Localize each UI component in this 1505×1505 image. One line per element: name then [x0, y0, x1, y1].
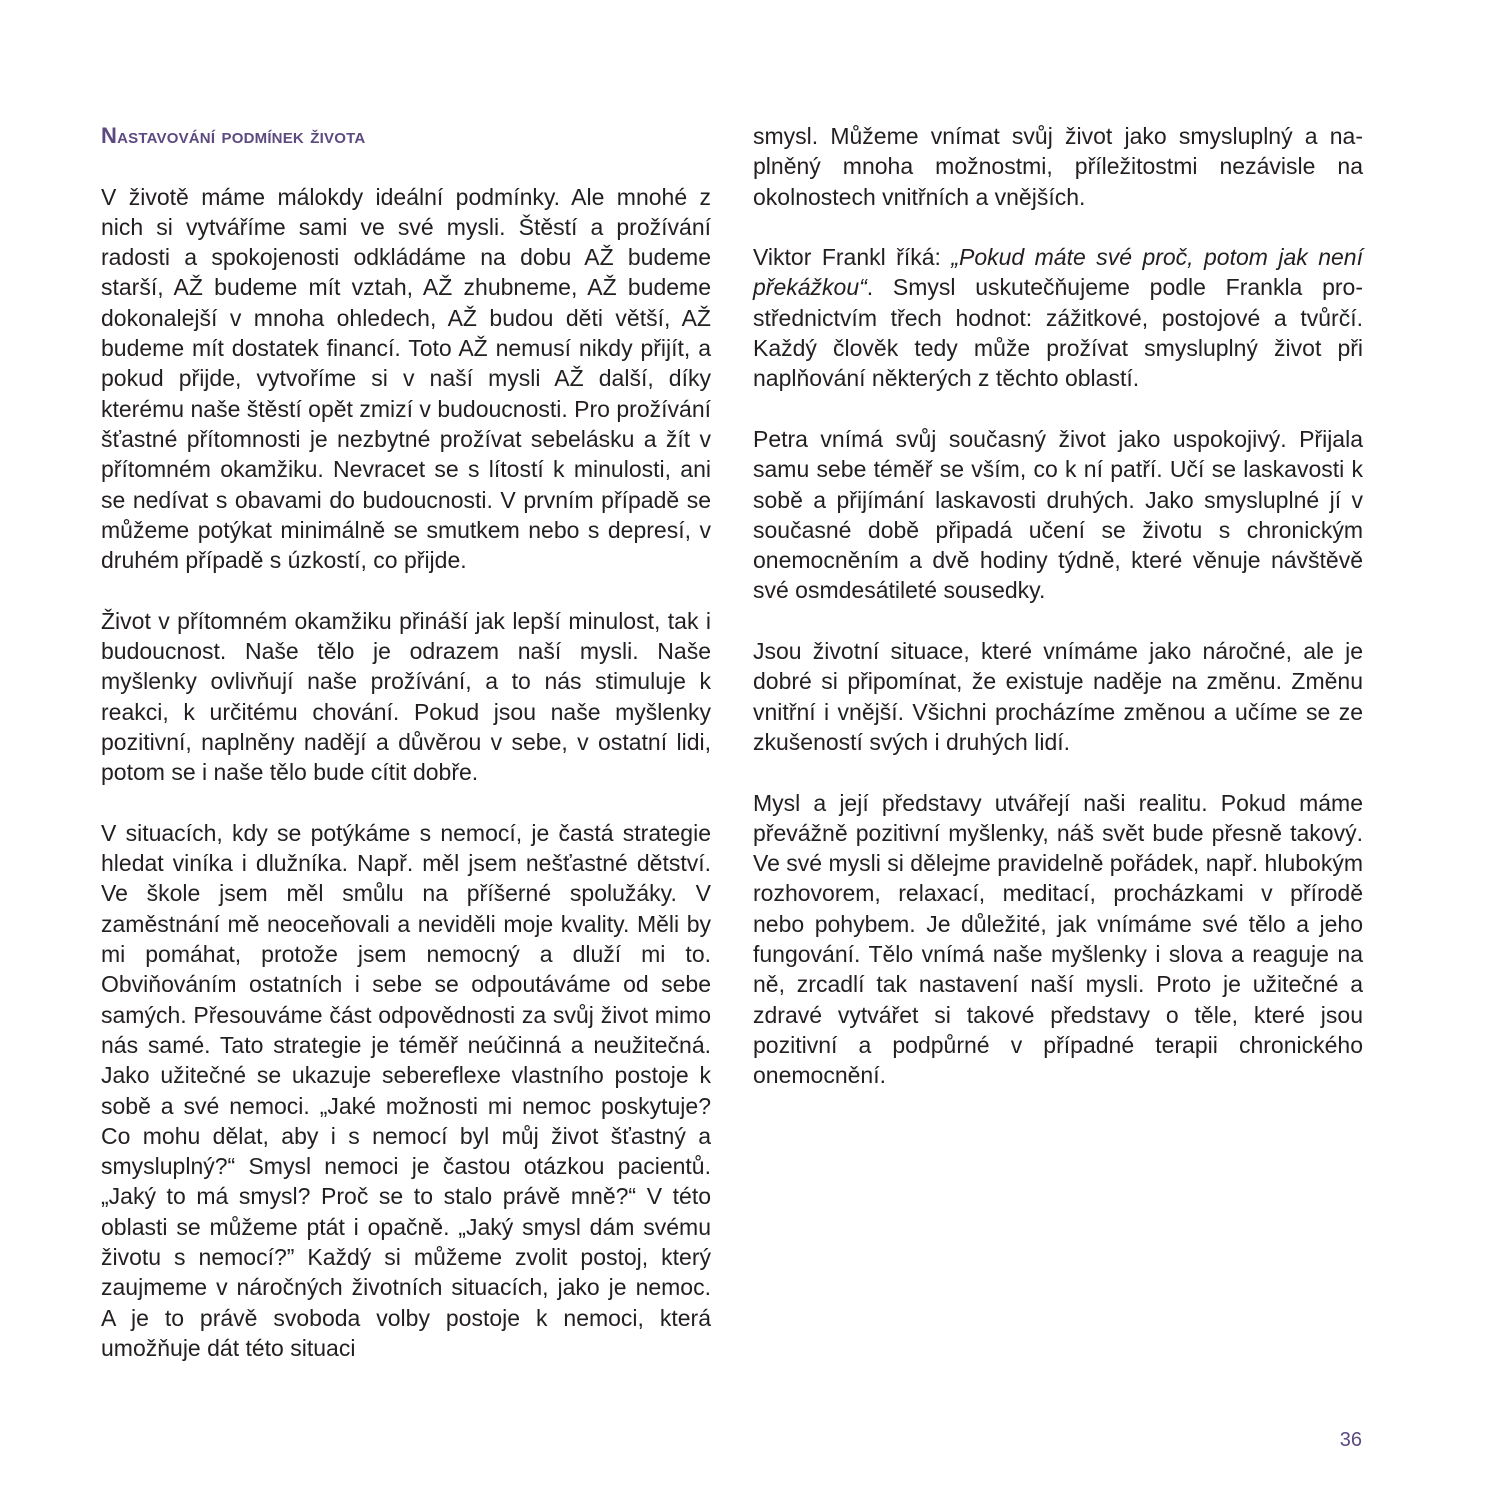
frankl-paragraph — [753, 242, 1363, 393]
page-number: 36 — [1339, 1429, 1362, 1451]
frankl-rest: . Smysl uskutečňujeme podle Frankla prostřednictvím třech hodnot: zážitkové, postojové a tvůrčí. Každý člověk tedy může prožívat smysluplný život při naplňování některých z těchto oblastí. — [753, 274, 1363, 392]
body-paragraph: V životě máme málokdy ideální podmínky. Ale mnohé z nich si vytváříme sami ve své mysli. Štěstí a prožívání radosti a spokojenosti odkládáme na dobu AŽ budeme starší, AŽ budeme mít vztah, AŽ zhubneme, AŽ budeme dokonalejší v mnoha ohledech, AŽ budou děti větší, AŽ budeme mít dostatek financí. Toto AŽ nemusí nikdy přijít, a pokud přijde, vytvoříme si v naší mysli AŽ další, díky kterému naše štěstí opět zmizí v budoucnosti. Pro prožívání šťastné přítomnosti je nezbytné prožívat sebelásku a žít v přítomném okamžiku. Nevracet se s lítostí k minulosti, ani se nedívat s obavami do budoucnosti. V prvním případě se můžeme potýkat minimálně se smutkem nebo s depresí, v druhém případě s úzkostí, co přijde. — [101, 183, 711, 574]
frankl-quote: „Pokud máte své proč, potom jak není překážkou“ — [753, 244, 1363, 301]
body-paragraph: Mysl a její představy utvářejí naši realitu. Pokud máme převážně pozitivní myšlenky, náš svět bude přesně takový. Ve své mysli si dělejme pravidelně pořádek, např. hlubokým rozhovorem, relaxací, meditací, procházkami v přírodě nebo pohybem. Je důležité, jak vnímáme své tělo a jeho fungování. Tělo vnímá naše myšlenky i slova a reaguje na ně, zrcadlí tak nastavení naší mysli. Proto je užitečné a zdravé vytvářet si takové představy o těle, které jsou pozitivní a podpůrné v případné terapii chronického onemocnění. — [753, 789, 1363, 1089]
right-column — [753, 121, 1363, 1091]
frankl-intro: Viktor Frankl říká: — [753, 244, 952, 271]
body-paragraph: Jsou životní situace, které vnímáme jako náročné, ale je dobré si připomínat, že existuje naděje na změnu. Změnu vnitřní i vnější. Všichni procházíme změnou a učíme se ze zkušeností svých i druhých lidí. — [753, 638, 1363, 755]
body-paragraph: Petra vnímá svůj současný život jako uspokojivý. Přijala samu sebe téměř se vším, co k ní patří. Učí se laskavosti k sobě a přijímání laskavosti druhých. Jako smysluplné jí v současné době připadá učení se životu s chronickým onemocněním a dvě hodiny týdně, které věnuje návštěvě své osmdesátileté sousedky. — [753, 425, 1363, 604]
left-column — [101, 121, 711, 1363]
section-heading: Nastavování podmínek života — [101, 123, 366, 148]
body-paragraph: V situacích, kdy se potýkáme s nemocí, je častá strategie hledat viníka i dlužníka. Např. měl jsem nešťastné dětství. Ve škole jsem měl smůlu na příšerné spolužáky. V zaměstnání mě neoceňovali a neviděli moje kvality. Měli by mi pomáhat, protože jsem nemocný a dluží mi to. Obviňováním ostatních i sebe se odpoutáváme od sebe samých. Přesouváme část odpovědnosti za svůj život mimo nás samé. Tato strategie je téměř neúčinná a neužitečná. Jako užitečné se ukazuje sebereflexe vlastního postoje k sobě a své nemoci. „Jaké možnosti mi nemoc poskytuje? Co mohu dělat, aby i s nemocí byl můj život šťastný a smysluplný?“ Smysl nemoci je častou otázkou pacientů. „Jaký to má smysl? Proč se to stalo právě mně?“ V této oblasti se můžeme ptát i opačně. „Jaký smysl dám svému životu s nemocí?” Každý si můžeme zvolit postoj, který zaujmeme v náročných životních situacích, jako je nemoc. A je to právě svoboda volby postoje k nemoci, která umožňuje dát této situaci — [101, 819, 711, 1361]
body-paragraph: Život v přítomném okamžiku přináší jak lepší minulost, tak i budoucnost. Naše tělo je odrazem naší mysli. Naše myšlenky ovlivňují naše prožívání, a to nás stimuluje k reakci, k určitému chování. Pokud jsou naše myšlenky pozitivní, naplněny nadějí a důvěrou v sebe, v ostatní lidi, potom se i naše tělo bude cítit dobře. — [101, 607, 711, 786]
body-paragraph: smysl. Můžeme vnímat svůj život jako smysluplný a naplněný mnoha možnostmi, příležitostmi nezávisle na okolnostech vnitřních a vnějších. — [753, 123, 1363, 210]
